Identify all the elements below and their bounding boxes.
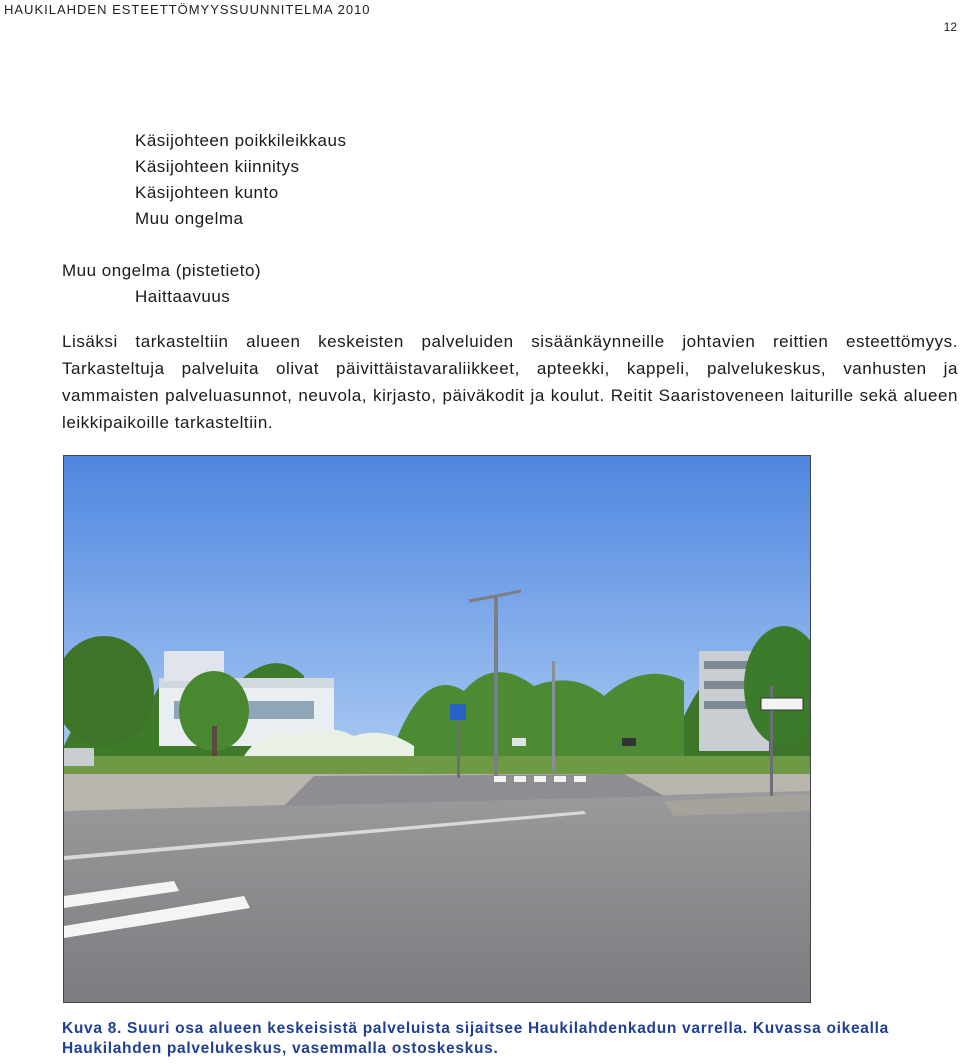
street-photo bbox=[63, 455, 811, 1003]
list-item: Muu ongelma bbox=[135, 209, 244, 228]
attribute-list bbox=[135, 128, 346, 232]
list-item-title: Muu ongelma (pistetieto) bbox=[62, 261, 262, 280]
list-item: Käsijohteen poikkileikkaus bbox=[135, 131, 347, 150]
body-paragraph: Lisäksi tarkasteltiin alueen keskeisten palveluiden sisäänkäynneille johtavien reittien esteettömyys. Tarkasteltuja palveluita olivat päivittäistavaraliikkeet, apteekki, kappeli, palvelukeskus, vanhusten ja vammaisten palveluasunnot, neuvola, kirjasto, päiväkodit ja koulut. Reitit Saaristoveneen laiturille sekä alueen leikkipaikoille tarkasteltiin. bbox=[62, 332, 958, 432]
list-item: Käsijohteen kunto bbox=[135, 183, 279, 202]
point-data-list bbox=[62, 258, 261, 310]
running-header: HAUKILAHDEN ESTEETTÖMYYSSUUNNITELMA 2010 bbox=[4, 2, 371, 17]
list-item-sub: Haittaavuus bbox=[135, 287, 231, 306]
page-number: 12 bbox=[943, 20, 957, 34]
list-item: Käsijohteen kiinnitys bbox=[135, 157, 300, 176]
figure-caption: Kuva 8. Suuri osa alueen keskeisistä palveluista sijaitsee Haukilahdenkadun varrella. Kuvassa oikealla Haukilahden palvelukeskus, vasemmalla ostoskeskus. bbox=[62, 1020, 889, 1057]
